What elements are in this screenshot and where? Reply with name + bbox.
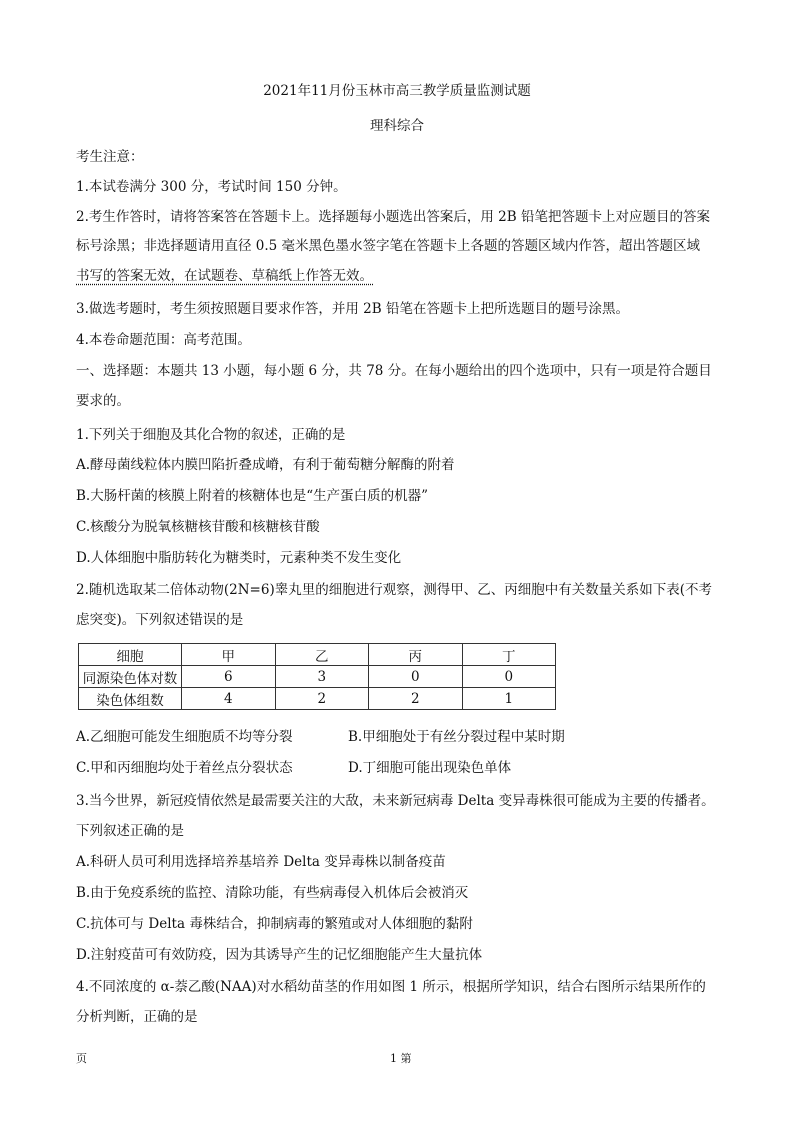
- q2-stem-line1: 2.随机选取某二倍体动物(2N=6)睾丸里的细胞进行观察，测得甲、乙、丙细胞中有关数量关系如下表(不考: [76, 582, 712, 598]
- table-cell: 2: [369, 688, 463, 710]
- table-cell: 0: [369, 666, 463, 688]
- table-header-row: [79, 644, 556, 666]
- table-cell: 2: [275, 688, 369, 710]
- notice-2-line2: 标号涂黑；非选择题请用直径 0.5 毫米黑色墨水签字笔在答题卡上各题的答题区域内作答，超出答题区域: [76, 238, 701, 254]
- table-cell: 1: [462, 688, 556, 710]
- q1-option-c: C.核酸分为脱氧核糖核苷酸和核糖核苷酸: [76, 519, 320, 535]
- q2-stem-line2: 虑突变)。下列叙述错误的是: [76, 612, 244, 628]
- table-header-cell: 甲: [182, 644, 276, 666]
- table-header-cell: 丁: [462, 644, 556, 666]
- notice-3: 3.做选考题时，考生须按照题目要求作答，并用 2B 铅笔在答题卡上把所选题目的题号涂黑。: [76, 301, 629, 317]
- q3-stem-line2: 下列叙述正确的是: [76, 823, 184, 839]
- q2-option-c: C.甲和丙细胞均处于着丝点分裂状态: [76, 760, 293, 776]
- q1-option-d: D.人体细胞中脂肪转化为糖类时，元素种类不发生变化: [76, 550, 402, 566]
- notice-2-line1: 2.考生作答时，请将答案答在答题卡上。选择题每小题选出答案后，用 2B 铅笔把答题卡上对应题目的答案: [76, 209, 710, 225]
- table-row: [79, 688, 556, 710]
- q2-option-a: A.乙细胞可能发生细胞质不均等分裂: [76, 729, 293, 745]
- notice-2-line3: 书写的答案无效，在试题卷、草稿纸上作答无效。: [76, 268, 373, 284]
- q1-option-a: A.酵母菌线粒体内膜凹陷折叠成嵴，有利于葡萄糖分解酶的附着: [76, 457, 455, 473]
- notice-heading: 考生注意：: [76, 149, 144, 165]
- exam-subtitle: 理科综合: [370, 118, 424, 134]
- table-cell: 同源染色体对数: [79, 666, 182, 688]
- q3-stem-line1: 3.当今世界，新冠疫情依然是最需要关注的大敌，未来新冠病毒 Delta 变异毒株很可能成为主要的传播者。: [76, 793, 715, 809]
- table-header-cell: 乙: [275, 644, 369, 666]
- table-cell: 4: [182, 688, 276, 710]
- q4-stem-line1: 4.不同浓度的 α-萘乙酸(NAA)对水稻幼苗茎的作用如图 1 所示，根据所学知识，结合右图所示结果所作的: [76, 979, 706, 995]
- table-cell: 6: [182, 666, 276, 688]
- q2-option-d: D.丁细胞可能出现染色单体: [348, 760, 512, 776]
- q4-stem-line2: 分析判断，正确的是: [76, 1009, 198, 1025]
- table-cell: 3: [275, 666, 369, 688]
- footer-page-number: 1 第: [390, 1052, 412, 1065]
- notice-4: 4.本卷命题范围：高考范围。: [76, 332, 251, 348]
- q3-option-b: B.由于免疫系统的监控、清除功能，有些病毒侵入机体后会被消灭: [76, 885, 469, 901]
- section-heading-line2: 要求的。: [76, 393, 130, 409]
- exam-title: 2021年11月份玉林市高三教学质量监测试题: [263, 83, 531, 99]
- q1-option-b: B.大肠杆菌的核膜上附着的核糖体也是“生产蛋白质的机器”: [76, 488, 429, 504]
- q3-option-c: C.抗体可与 Delta 毒株结合，抑制病毒的繁殖或对人体细胞的黏附: [76, 916, 473, 932]
- q2-option-b: B.甲细胞处于有丝分裂过程中某时期: [348, 729, 565, 745]
- table-row: [79, 666, 556, 688]
- notice-1: 1.本试卷满分 300 分，考试时间 150 分钟。: [76, 179, 347, 195]
- table-header-cell: 细胞: [79, 644, 182, 666]
- table-cell: 染色体组数: [79, 688, 182, 710]
- footer-left: 页: [76, 1052, 87, 1065]
- q3-option-d: D.注射疫苗可有效防疫，因为其诱导产生的记忆细胞能产生大量抗体: [76, 947, 483, 963]
- table-header-cell: 丙: [369, 644, 463, 666]
- cell-data-table: [78, 643, 556, 710]
- table-cell: 0: [462, 666, 556, 688]
- q3-option-a: A.科研人员可利用选择培养基培养 Delta 变异毒株以制备疫苗: [76, 854, 446, 870]
- q1-stem: 1.下列关于细胞及其化合物的叙述，正确的是: [76, 427, 346, 443]
- section-heading-line1: 一、选择题：本题共 13 小题，每小题 6 分，共 78 分。在每小题给出的四个选项中，只有一项是符合题目: [76, 363, 712, 379]
